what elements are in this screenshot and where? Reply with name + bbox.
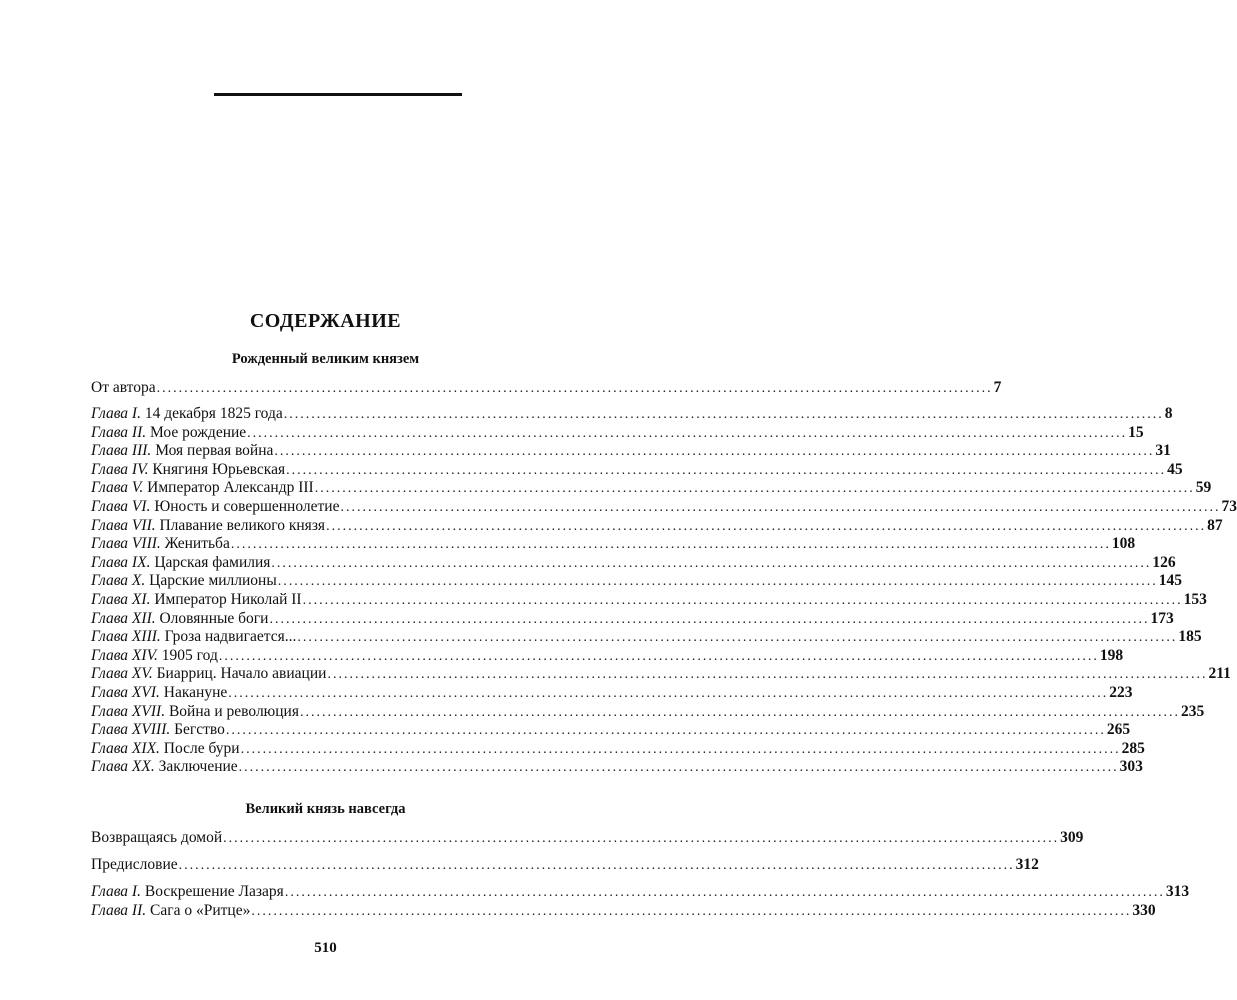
toc-leader-dots: ........................................................................................................................................................ [223, 831, 1060, 846]
toc-leader-dots: ................................................................................................................................................................ [302, 592, 1183, 608]
toc-row [91, 479, 1212, 498]
page-number: 510 [314, 940, 337, 956]
chapter-title: Мое рождение [150, 423, 247, 441]
toc-leader-dots: ................................................................................................................................................................ [274, 444, 1155, 460]
toc-entry-label [91, 535, 230, 554]
toc-page-number: 312 [1015, 856, 1039, 873]
toc-page-number: 198 [1099, 646, 1124, 664]
toc-row [91, 758, 1143, 777]
toc-page-number: 313 [1165, 883, 1190, 900]
toc-leader-dots: ................................................................................................................................................................ [271, 555, 1152, 571]
toc-leader-dots: ........................................................................................................................................................ [178, 858, 1015, 873]
toc-part1-chapters [91, 405, 1237, 777]
toc-page-number: 126 [1152, 553, 1176, 571]
chapter-number: Глава XI. [91, 590, 151, 608]
toc-leader-dots: ................................................................................................................................................................ [269, 611, 1150, 627]
chapter-number: Глава II. [91, 901, 147, 919]
toc-row [91, 535, 1136, 554]
chapter-title: Царские миллионы [149, 572, 277, 590]
toc-entry-label [91, 517, 325, 536]
toc-row [91, 883, 1190, 902]
toc-page-number: 265 [1106, 721, 1131, 739]
toc-row [91, 683, 1133, 703]
toc-row [91, 405, 1173, 424]
toc-row [91, 572, 1183, 591]
chapter-number: Глава XVI. [91, 683, 160, 701]
toc-row [91, 460, 1183, 480]
chapter-title: Накануне [163, 683, 228, 701]
toc-row [91, 442, 1171, 461]
chapter-title: Княгиня Юрьевская [152, 460, 286, 478]
toc-row [91, 379, 1002, 398]
chapter-number: Глава I. [91, 405, 141, 422]
toc-part2-intro2 [91, 856, 1039, 875]
toc-entry-label [91, 703, 299, 722]
chapter-title: Юность и совершеннолетие [154, 497, 340, 515]
toc-page-number: 285 [1121, 739, 1145, 757]
toc-entry-label [91, 883, 284, 902]
chapter-number: Глава X. [91, 572, 146, 590]
chapter-title: Бегство [174, 721, 225, 739]
toc-row [91, 829, 1084, 848]
chapter-title: Воскрешение Лазаря [144, 883, 284, 900]
toc-leader-dots: ................................................................................................................................................................ [218, 648, 1099, 664]
toc-entry-label: Возвращаясь домой [91, 829, 223, 846]
toc-row [91, 721, 1131, 740]
toc-page-number: 45 [1167, 460, 1183, 478]
toc-leader-dots: ................................................................................................................................................................ [251, 903, 1132, 919]
chapter-number: Глава XIV. [91, 646, 158, 664]
section-title-part2: Великий князь навсегда [245, 801, 406, 817]
chapter-title: Моя первая война [155, 442, 274, 460]
toc-part2-intro1 [91, 829, 1084, 848]
toc-entry-label [91, 684, 227, 703]
toc-page-number: 59 [1195, 479, 1212, 497]
toc-page-number: 235 [1180, 702, 1205, 720]
toc-leader-dots: ................................................................................................................................................................ [283, 407, 1164, 422]
toc-page-number: 145 [1158, 572, 1183, 590]
toc-entry-label [91, 610, 268, 629]
toc-leader-dots: ................................................................................................................................................................ [286, 462, 1167, 478]
toc-row [91, 646, 1124, 666]
toc-page-number: 153 [1183, 590, 1207, 608]
chapter-title: Биарриц. Начало авиации [156, 665, 327, 683]
toc-leader-dots: ................................................................................................................................................................ [297, 630, 1178, 646]
chapter-number: Глава II. [91, 423, 147, 441]
toc-row [91, 665, 1231, 684]
toc-page-number: 211 [1208, 665, 1231, 683]
toc-entry-label [91, 498, 339, 517]
toc-row [91, 901, 1156, 921]
toc-leader-dots: ................................................................................................................................................................ [240, 741, 1121, 757]
toc-leader-dots: ........................................................................................................................................................ [156, 381, 993, 396]
chapter-title: Заключение [158, 758, 238, 776]
toc-row [91, 497, 1237, 517]
toc-part1-intro [91, 379, 1002, 398]
toc-entry-label [91, 647, 218, 666]
toc-page-number: 185 [1178, 628, 1202, 646]
toc-row [91, 628, 1202, 647]
toc-page-number: 31 [1155, 442, 1171, 460]
toc-leader-dots: ................................................................................................................................................................ [340, 499, 1221, 515]
toc-entry-label [91, 628, 296, 647]
chapter-title: Сага о «Ритце» [150, 901, 251, 919]
toc-page-number: 223 [1109, 683, 1133, 701]
chapter-number: Глава IV. [91, 460, 149, 478]
toc-entry-label [91, 479, 314, 498]
toc-row [91, 739, 1145, 759]
toc-entry-label [91, 572, 277, 591]
chapter-number: Глава VI. [91, 497, 151, 515]
toc-page-number: 73 [1221, 497, 1237, 515]
page-title: СОДЕРЖАНИЕ [249, 310, 402, 332]
chapter-title: Плавание великого князя [159, 516, 326, 534]
toc-page-number: 108 [1111, 535, 1136, 553]
toc-page-number: 8 [1164, 405, 1173, 422]
toc-leader-dots: ................................................................................................................................................................ [326, 518, 1207, 534]
toc-entry-label [91, 461, 285, 480]
toc-entry-label [91, 442, 273, 461]
toc-page-number: 303 [1119, 758, 1143, 776]
toc-part2-chapters [91, 883, 1190, 920]
chapter-title: 14 декабря 1825 года [144, 405, 283, 422]
toc-row [91, 553, 1176, 573]
section-title-part1: Рожденный великим князем [231, 351, 420, 367]
toc-row [91, 423, 1144, 443]
chapter-title: Оловянные боги [159, 609, 269, 627]
chapter-title: Война и революция [168, 702, 299, 720]
top-rule [214, 93, 462, 96]
toc-entry-label [91, 740, 240, 759]
toc-leader-dots: ................................................................................................................................................................ [314, 481, 1195, 497]
chapter-number: Глава III. [91, 442, 152, 460]
toc-entry-label: От автора [91, 379, 156, 396]
chapter-number: Глава XVII. [91, 702, 166, 720]
toc-entry-label [91, 554, 270, 573]
toc-row [91, 609, 1174, 629]
toc-leader-dots: ................................................................................................................................................................ [238, 760, 1119, 776]
toc-leader-dots: ................................................................................................................................................................ [284, 885, 1165, 900]
chapter-title: Гроза надвигается... [164, 628, 297, 646]
chapter-number: Глава XIX. [91, 739, 160, 757]
toc-row [91, 702, 1205, 722]
toc-leader-dots: ................................................................................................................................................................ [299, 704, 1180, 720]
toc-entry-label [91, 721, 225, 740]
toc-page-number: 87 [1207, 516, 1223, 534]
toc-leader-dots: ................................................................................................................................................................ [225, 723, 1106, 739]
chapter-number: Глава XX. [91, 758, 155, 776]
toc-row [91, 516, 1223, 536]
toc-page-number: 330 [1132, 901, 1156, 919]
chapter-number: Глава XV. [91, 665, 153, 683]
chapter-number: Глава XIII. [91, 628, 161, 646]
chapter-number: Глава I. [91, 883, 141, 900]
toc-leader-dots: ................................................................................................................................................................ [247, 425, 1128, 441]
chapter-title: После бури [163, 739, 240, 757]
chapter-number: Глава XII. [91, 609, 156, 627]
toc-page-number: 15 [1128, 423, 1144, 441]
toc-entry-label [91, 902, 250, 921]
toc-entry-label: Предисловие [91, 856, 178, 873]
chapter-title: Император Николай II [154, 590, 302, 608]
toc-row [91, 590, 1207, 610]
toc-leader-dots: ................................................................................................................................................................ [277, 574, 1158, 590]
toc-page-number: 7 [993, 379, 1002, 396]
toc-leader-dots: ................................................................................................................................................................ [230, 537, 1111, 553]
chapter-title: 1905 год [161, 646, 218, 664]
chapter-title: Женитьба [164, 535, 230, 553]
toc-entry-label [91, 758, 238, 777]
chapter-number: Глава V. [91, 479, 144, 497]
chapter-number: Глава IX. [91, 553, 151, 571]
toc-entry-label [91, 665, 326, 684]
toc-page-number: 173 [1150, 609, 1174, 627]
toc-leader-dots: ................................................................................................................................................................ [228, 685, 1109, 701]
chapter-title: Царская фамилия [154, 553, 271, 571]
chapter-title: Император Александр III [147, 479, 314, 497]
chapter-number: Глава VIII. [91, 535, 161, 553]
toc-entry-label [91, 424, 246, 443]
toc-entry-label [91, 405, 283, 424]
toc-page-number: 309 [1060, 829, 1084, 846]
chapter-number: Глава XVIII. [91, 721, 171, 739]
toc-row [91, 856, 1039, 875]
chapter-number: Глава VII. [91, 516, 156, 534]
toc-leader-dots: ................................................................................................................................................................ [327, 667, 1208, 683]
toc-entry-label [91, 591, 302, 610]
